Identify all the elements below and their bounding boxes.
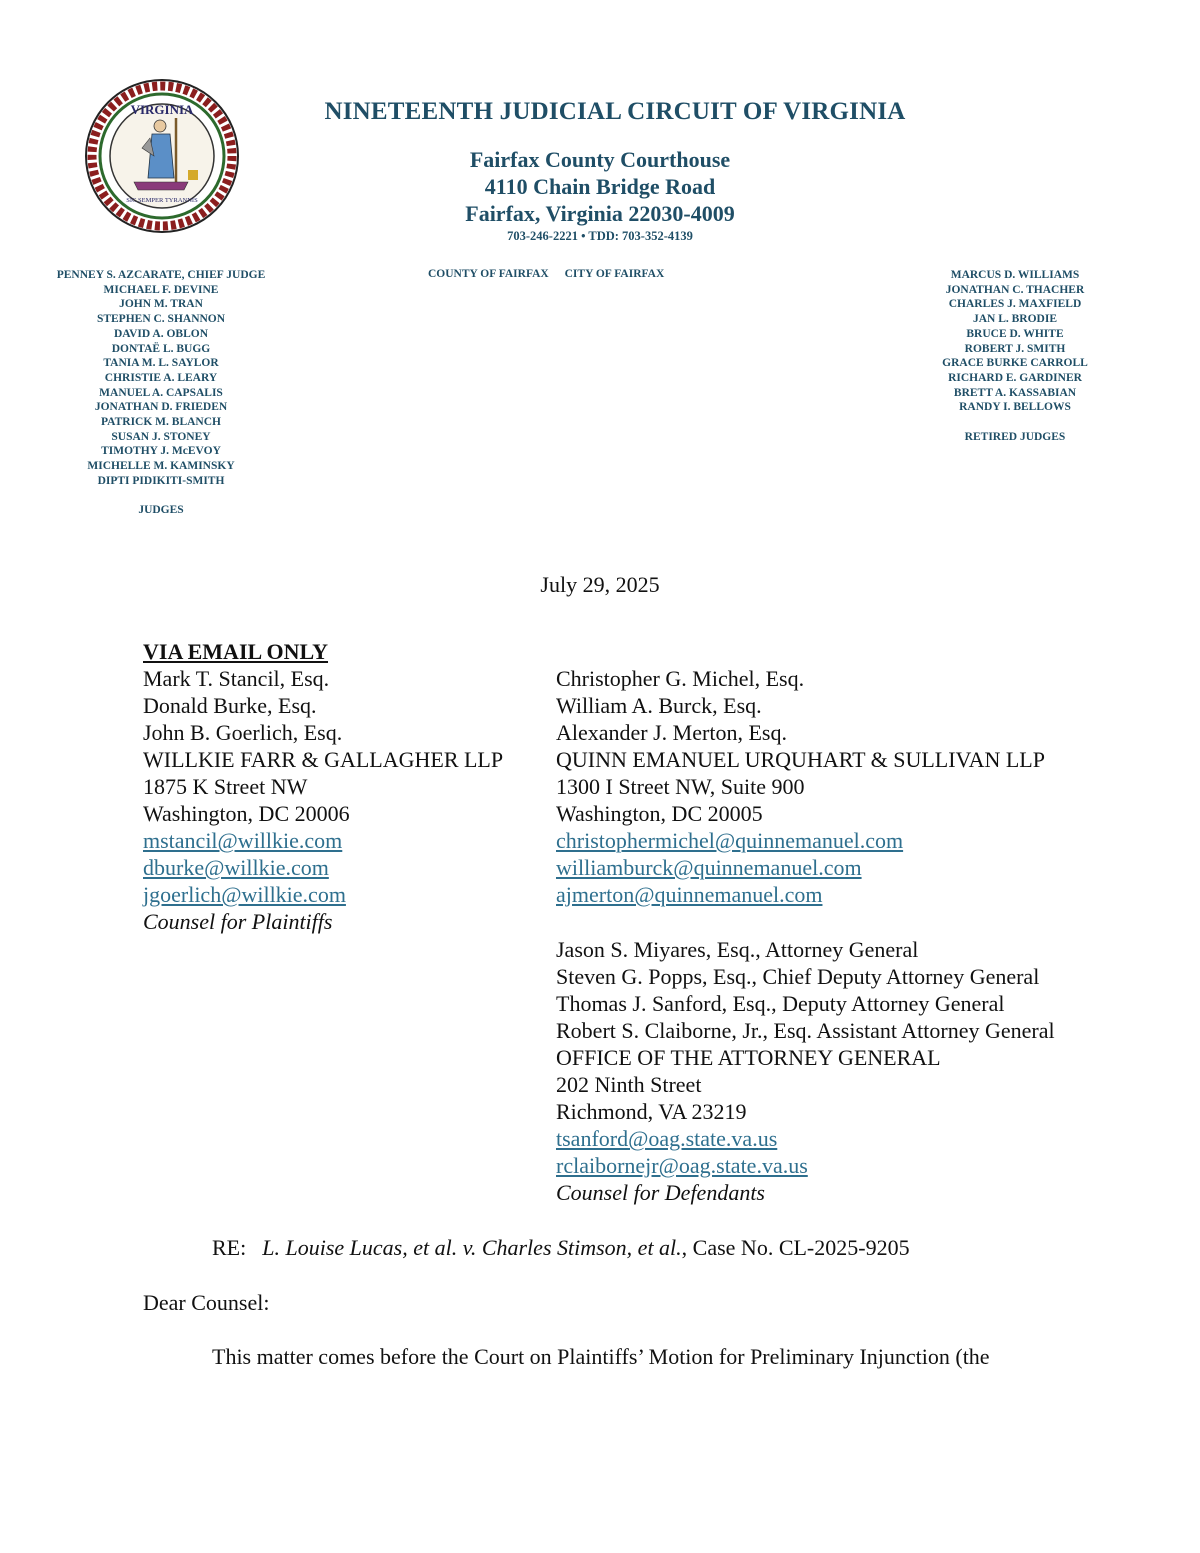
- retired-judge-name: MARCUS D. WILLIAMS: [950, 269, 1080, 281]
- retired-judge-name: BRETT A. KASSABIAN: [953, 386, 1077, 399]
- email-link[interactable]: christophermichel@quinnemanuel.com: [556, 828, 904, 853]
- counsel-name: Jason S. Miyares, Esq., Attorney General: [556, 937, 919, 962]
- judge-name: PENNEY S. AZCARATE, CHIEF JUDGE: [56, 269, 266, 281]
- judge-name: TANIA M. L. SAYLOR: [103, 357, 219, 370]
- judge-name: DAVID A. OBLON: [113, 327, 209, 340]
- email-link[interactable]: dburke@willkie.com: [143, 855, 329, 880]
- retired-judge-name: GRACE BURKE CARROLL: [942, 357, 1088, 370]
- defense-counsel-block-1: [556, 665, 1045, 908]
- seal-bottom-text: SIC SEMPER TYRANNIS: [126, 197, 198, 204]
- defense-counsel-block-2: [556, 936, 1055, 1206]
- retired-judge-name: RICHARD E. GARDINER: [948, 371, 1082, 384]
- city-label: CITY OF FAIRFAX: [564, 268, 665, 280]
- firm-city: Washington, DC 20005: [556, 801, 763, 826]
- city-address: Fairfax, Virginia 22030-4009: [465, 201, 735, 226]
- case-number: , Case No. CL-2025-9205: [681, 1235, 910, 1260]
- retired-judge-name: RANDY I. BELLOWS: [959, 401, 1071, 414]
- street-address: 4110 Chain Bridge Road: [484, 174, 716, 199]
- judge-name: DIPTI PIDIKITI-SMITH: [97, 474, 225, 487]
- counsel-name: John B. Goerlich, Esq.: [143, 720, 343, 745]
- judges-list: [20, 268, 302, 518]
- seal-graphic: [84, 78, 240, 234]
- re-label: RE:: [212, 1235, 247, 1260]
- firm-name: QUINN EMANUEL URQUHART & SULLIVAN LLP: [556, 747, 1045, 772]
- judge-name: STEPHEN C. SHANNON: [96, 313, 226, 326]
- plaintiff-counsel-block: [143, 638, 503, 935]
- firm-street: 1300 I Street NW, Suite 900: [556, 774, 805, 799]
- email-link[interactable]: jgoerlich@willkie.com: [143, 882, 346, 907]
- counsel-role: Counsel for Plaintiffs: [143, 909, 333, 934]
- judge-name: DONTAË L. BUGG: [111, 342, 211, 355]
- case-name: L. Louise Lucas, et al. v. Charles Stimson, et al.: [262, 1235, 682, 1260]
- counsel-name: Alexander J. Merton, Esq.: [556, 720, 787, 745]
- county-label: COUNTY OF FAIRFAX: [428, 268, 549, 280]
- salutation: Dear Counsel:: [143, 1290, 270, 1315]
- re-line: [212, 1235, 910, 1261]
- counsel-name: Donald Burke, Esq.: [143, 693, 317, 718]
- judge-name: PATRICK M. BLANCH: [100, 416, 221, 429]
- email-link[interactable]: mstancil@willkie.com: [143, 828, 343, 853]
- judges-label: JUDGES: [138, 504, 184, 517]
- firm-street: 1875 K Street NW: [143, 774, 308, 799]
- court-name: NINETEENTH JUDICIAL CIRCUIT OF VIRGINIA: [324, 98, 906, 125]
- email-link[interactable]: rclaibornejr@oag.state.va.us: [556, 1153, 808, 1178]
- jurisdictions: [428, 268, 677, 280]
- judge-name: JOHN M. TRAN: [119, 298, 203, 311]
- letter-date: July 29, 2025: [540, 572, 660, 597]
- counsel-name: Steven G. Popps, Esq., Chief Deputy Attorney General: [556, 964, 1040, 989]
- counsel-name: William A. Burck, Esq.: [556, 693, 762, 718]
- counsel-name: Thomas J. Sanford, Esq., Deputy Attorney General: [556, 991, 1005, 1016]
- seal-top-text: VIRGINIA: [130, 102, 194, 117]
- email-link[interactable]: ajmerton@quinnemanuel.com: [556, 882, 823, 907]
- judge-name: TIMOTHY J. McEVOY: [101, 445, 221, 458]
- judge-name: MICHAEL F. DEVINE: [103, 283, 219, 296]
- office-name: OFFICE OF THE ATTORNEY GENERAL: [556, 1045, 941, 1070]
- phone-line: 703-246-2221 • TDD: 703-352-4139: [507, 229, 693, 243]
- retired-judge-name: ROBERT J. SMITH: [964, 342, 1066, 355]
- office-city: Richmond, VA 23219: [556, 1099, 747, 1124]
- judge-name: MICHELLE M. KAMINSKY: [87, 460, 235, 473]
- delivery-method: VIA EMAIL ONLY: [143, 639, 329, 664]
- judge-name: JONATHAN D. FRIEDEN: [94, 401, 228, 414]
- judge-name: MANUEL A. CAPSALIS: [99, 386, 223, 399]
- retired-judges-list: [900, 268, 1130, 444]
- counsel-name: Mark T. Stancil, Esq.: [143, 666, 330, 691]
- virginia-seal: [84, 78, 240, 234]
- counsel-name: Robert S. Claiborne, Jr., Esq. Assistant Attorney General: [556, 1018, 1055, 1043]
- retired-judges-label: RETIRED JUDGES: [964, 430, 1066, 443]
- office-street: 202 Ninth Street: [556, 1072, 702, 1097]
- retired-judge-name: CHARLES J. MAXFIELD: [948, 298, 1082, 311]
- email-link[interactable]: tsanford@oag.state.va.us: [556, 1126, 778, 1151]
- firm-name: WILLKIE FARR & GALLAGHER LLP: [143, 747, 504, 772]
- counsel-role: Counsel for Defendants: [556, 1180, 765, 1205]
- retired-judge-name: JAN L. BRODIE: [972, 313, 1058, 326]
- courthouse-name: Fairfax County Courthouse: [469, 147, 731, 172]
- counsel-name: Christopher G. Michel, Esq.: [556, 666, 805, 691]
- firm-city: Washington, DC 20006: [143, 801, 350, 826]
- judge-name: SUSAN J. STONEY: [111, 430, 211, 443]
- retired-judge-name: JONATHAN C. THACHER: [945, 283, 1085, 296]
- body-paragraph: This matter comes before the Court on Plaintiffs’ Motion for Preliminary Injunction (the: [212, 1344, 990, 1369]
- judge-name: CHRISTIE A. LEARY: [104, 371, 218, 384]
- email-link[interactable]: williamburck@quinnemanuel.com: [556, 855, 862, 880]
- retired-judge-name: BRUCE D. WHITE: [966, 327, 1064, 340]
